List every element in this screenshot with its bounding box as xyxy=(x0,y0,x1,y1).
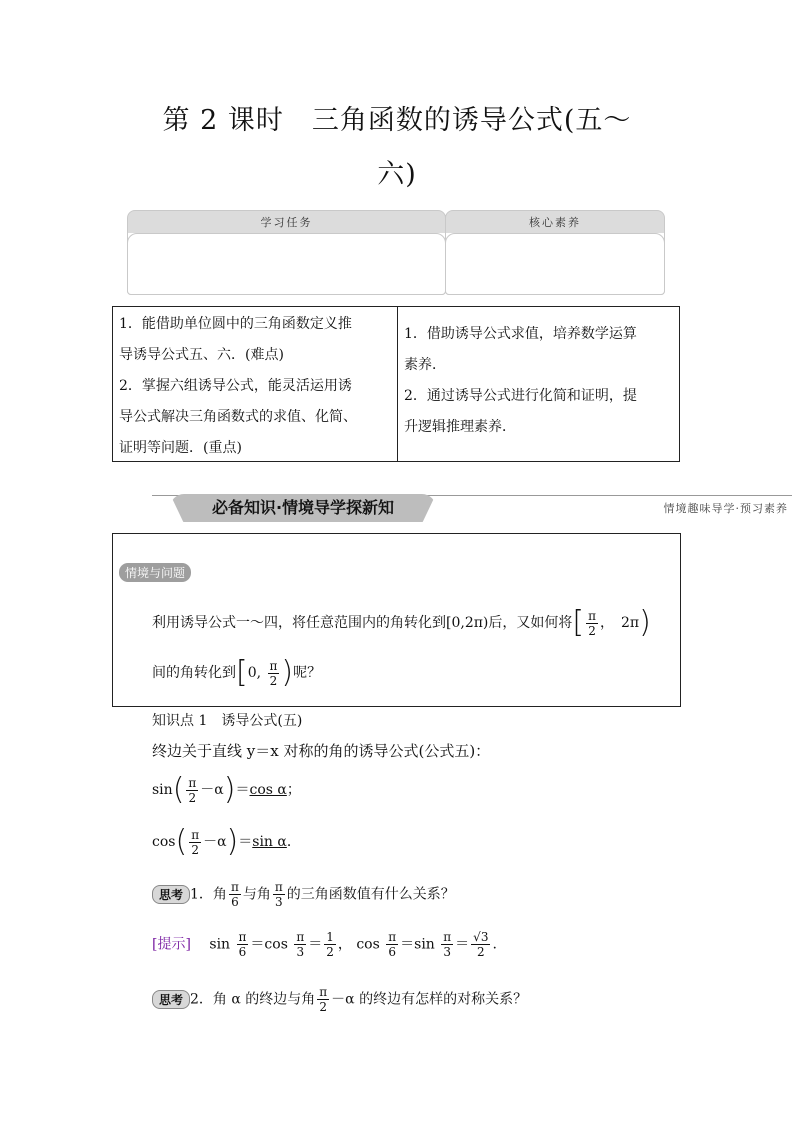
scenario-text: 2π xyxy=(621,615,640,631)
knowledge-heading: 知识点 1 诱导公式(五) xyxy=(152,713,303,729)
tab-learning-tasks-label: 学习任务 xyxy=(260,216,313,229)
literacy-line: 素养． xyxy=(404,357,446,373)
hint-tag: [提示] xyxy=(152,936,191,953)
scenario-tag xyxy=(119,562,191,582)
scenario-line-1: 利用诱导公式一～四，将任意范围内的角转化到[0,2π)后，又如何将[ $\frac{\pi}{2}$ ， 2π) xyxy=(152,605,651,640)
think-1: 思考 1．角 $\frac{\pi}{6}$ 与角 $\frac{\pi}{3}$ 的三角函数值有什么关系？ xyxy=(152,880,455,909)
scenario-text: 间的角转化到 xyxy=(152,665,236,681)
scenario-text: 呢？ xyxy=(293,665,322,681)
task-line: 2．掌握六组诱导公式，能灵活运用诱 xyxy=(119,378,352,394)
scenario-tag-label: 情境与问题 xyxy=(119,563,191,582)
scenario-line-2: 间的角转化到[0, $\frac{\pi}{2}$ )呢？ xyxy=(152,655,322,690)
think-2: 思考 2．角 α 的终边与角 $\frac{\pi}{2}$ －α 的终边有怎样的对称关系？ xyxy=(152,985,527,1014)
knowledge-desc: 终边关于直线 y＝x 对称的角的诱导公式(公式五)： xyxy=(152,742,491,760)
tab-core-literacy xyxy=(445,210,665,295)
hint-1: [提示] sin $\frac{\pi}{6}$ ＝cos $\frac{\pi}{3}$ ＝ $\frac{1}{2}$ ， cos $\frac{\pi}{6}$ ＝sin $\frac{\pi}{3}$ ＝ $\frac{√3}{2}$ . xyxy=(152,930,497,959)
tab-learning-tasks xyxy=(127,210,446,295)
formula-2: cos( $\frac{\pi}{2}$ －α)＝sin α． xyxy=(152,824,301,859)
literacy-line: 2．通过诱导公式进行化简和证明，提 xyxy=(404,388,637,404)
think-tag: 思考 xyxy=(152,885,190,904)
task-line: 证明等问题．(重点) xyxy=(119,440,242,456)
formula-2-answer: sin α xyxy=(252,834,287,850)
scenario-text: 利用诱导公式一～四，将任意范围内的角转化到[0,2π)后，又如何将 xyxy=(152,615,573,631)
literacy-line: 升逻辑推理素养． xyxy=(404,419,516,435)
section-banner-title: 必备知识·情境导学探新知 xyxy=(211,498,395,517)
core-literacy-cell xyxy=(398,307,679,461)
think-tag: 思考 xyxy=(152,990,190,1009)
scenario-text: 0, xyxy=(247,665,262,681)
learning-tasks-cell xyxy=(113,307,398,461)
section-banner-subtitle: 情境趣味导学·预习素养 xyxy=(663,502,788,515)
task-line: 导公式解决三角函数式的求值、化简、 xyxy=(119,409,357,425)
page-title-line2: 六) xyxy=(377,159,417,190)
task-line: 1．能借助单位圆中的三角函数定义推 xyxy=(119,316,352,332)
formula-1: sin( $\frac{\pi}{2}$ －α)＝cos α； xyxy=(152,772,301,807)
tab-header xyxy=(127,210,665,295)
page-title: 第 2 课时 三角函数的诱导公式(五～ xyxy=(162,105,632,136)
formula-1-answer: cos α xyxy=(249,782,287,798)
tab-core-literacy-label: 核心素养 xyxy=(529,216,581,229)
literacy-line: 1．借助诱导公式求值，培养数学运算 xyxy=(404,326,637,342)
task-line: 导诱导公式五、六．(难点) xyxy=(119,347,284,363)
objectives-table xyxy=(112,306,680,462)
